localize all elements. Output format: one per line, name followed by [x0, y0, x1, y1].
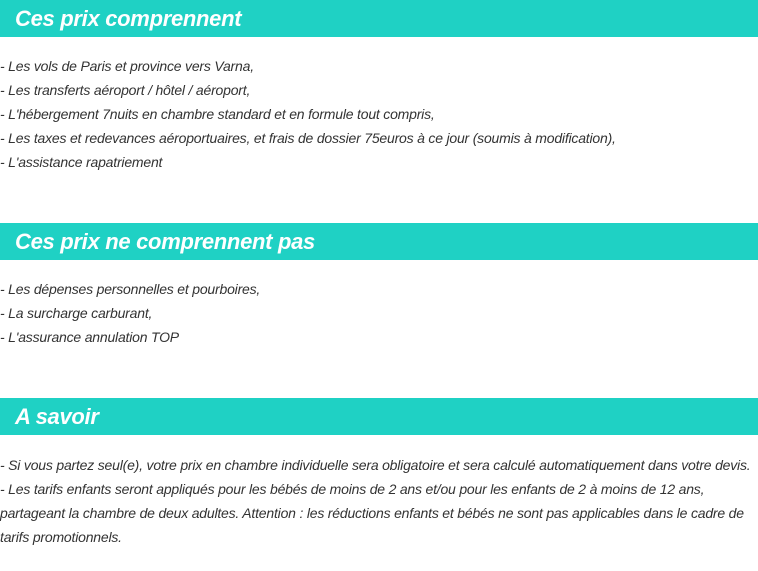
section-included: [0, 0, 758, 174]
list-item: - Les taxes et redevances aéroportuaires, et frais de dossier 75euros à ce jour (soumis à modification),: [0, 130, 616, 146]
good-to-know-list: [0, 453, 758, 549]
list-item: - L'hébergement 7nuits en chambre standard et en formule tout compris,: [0, 106, 435, 122]
list-item: - Les tarifs enfants seront appliqués pour les bébés de moins de 2 ans et/ou pour les enfants de 2 à moins de 12 ans, partageant la chambre de deux adultes. Attention : les réductions enfants et bébés ne sont pas applicables dans le cadre de tarifs promotionnels.: [0, 481, 744, 545]
list-item: - Les dépenses personnelles et pourboires,: [0, 281, 261, 297]
list-item: - Les transferts aéroport / hôtel / aéroport,: [0, 82, 251, 98]
not-included-list: [0, 277, 758, 349]
included-list: [0, 54, 758, 174]
list-item: - Si vous partez seul(e), votre prix en chambre individuelle sera obligatoire et sera calculé automatiquement dans votre devis.: [0, 457, 751, 473]
section-not-included: [0, 223, 758, 349]
list-item: - L'assurance annulation TOP: [0, 329, 179, 345]
section-title-good-to-know: A savoir: [0, 398, 758, 435]
list-item: - L'assistance rapatriement: [0, 154, 163, 170]
section-title-not-included: Ces prix ne comprennent pas: [0, 223, 758, 260]
list-item: - La surcharge carburant,: [0, 305, 153, 321]
section-good-to-know: [0, 398, 758, 549]
section-title-included: Ces prix comprennent: [0, 0, 758, 37]
list-item: - Les vols de Paris et province vers Varna,: [0, 58, 254, 74]
